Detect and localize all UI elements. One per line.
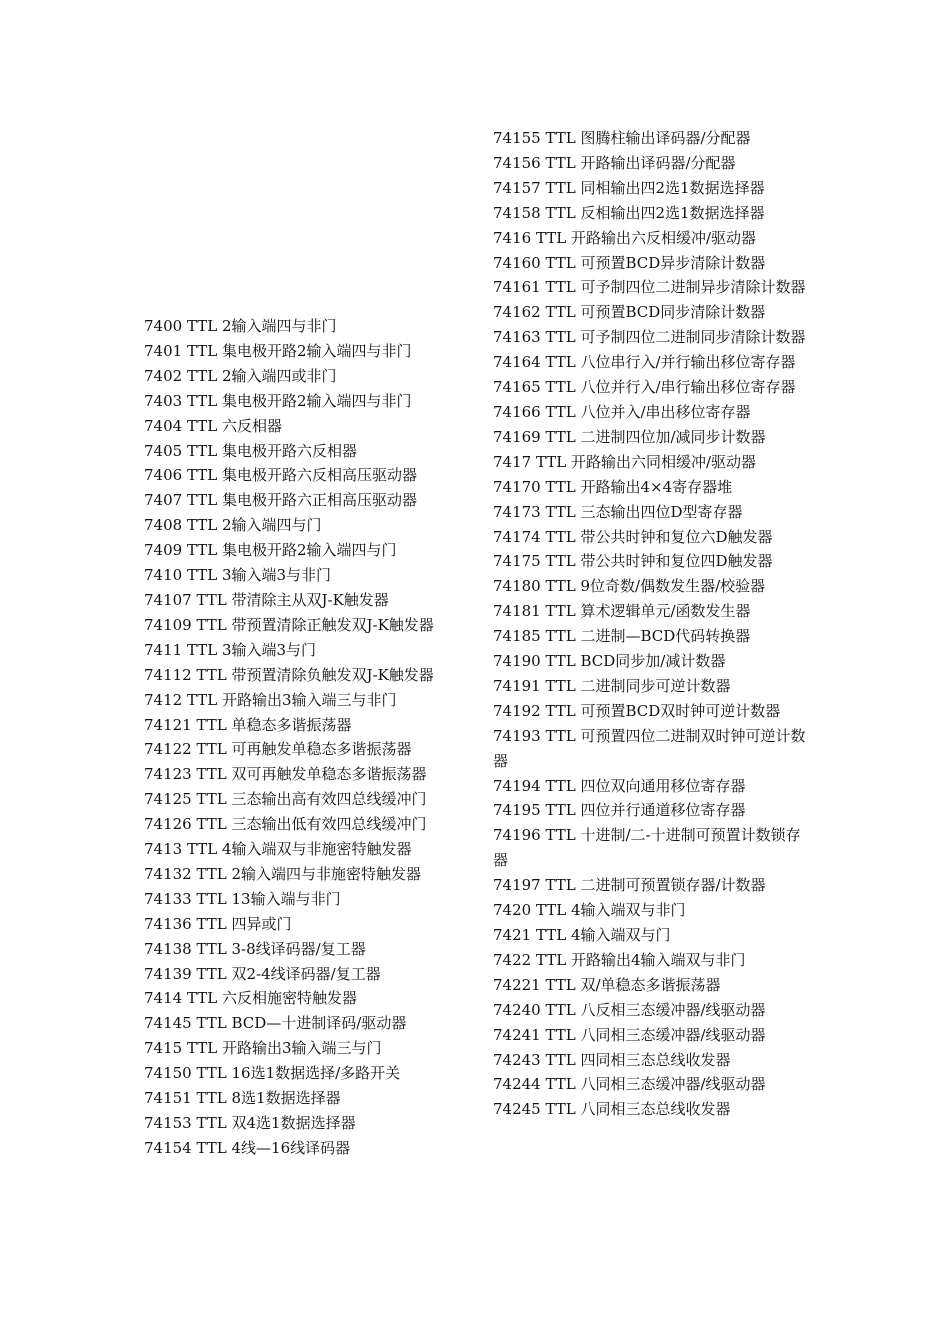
list-item: 74158 TTL 反相输出四2选1数据选择器 bbox=[493, 203, 765, 222]
list-item: 7420 TTL 4输入端双与非门 bbox=[493, 901, 686, 920]
list-item: 74126 TTL 三态输出低有效四总线缓冲门 bbox=[144, 815, 427, 834]
list-item: 7409 TTL 集电极开路2输入端四与门 bbox=[144, 541, 397, 560]
list-item: 74173 TTL 三态输出四位D型寄存器 bbox=[493, 502, 743, 521]
list-item: 7408 TTL 2输入端四与门 bbox=[144, 516, 322, 535]
list-item: 74245 TTL 八同相三态总线收发器 bbox=[493, 1100, 731, 1119]
list-item: 74241 TTL 八同相三态缓冲器/线驱动器 bbox=[493, 1025, 766, 1044]
list-item: 74153 TTL 双4选1数据选择器 bbox=[144, 1114, 356, 1132]
list-item: 74145 TTL BCD—十进制译码/驱动器 bbox=[144, 1014, 407, 1033]
list-item: 74244 TTL 八同相三态缓冲器/线驱动器 bbox=[493, 1075, 766, 1094]
list-item: 74190 TTL BCD同步加/减计数器 bbox=[493, 652, 726, 671]
list-item: 74194 TTL 四位双向通用移位寄存器 bbox=[493, 776, 746, 795]
list-item: 7415 TTL 开路输出3输入端三与门 bbox=[144, 1039, 382, 1058]
list-item: 74107 TTL 带清除主从双J-K触发器 bbox=[144, 590, 389, 609]
list-item: 74163 TTL 可予制四位二进制同步清除计数器 bbox=[493, 328, 806, 347]
list-item: 7400 TTL 2输入端四与非门 bbox=[144, 317, 337, 335]
list-item: 74240 TTL 八反相三态缓冲器/线驱动器 bbox=[493, 1000, 766, 1019]
list-item: 74154 TTL 4线—16线译码器 bbox=[144, 1138, 351, 1157]
list-item: 7413 TTL 4输入端双与非施密特触发器 bbox=[144, 840, 412, 859]
list-item: 7410 TTL 3输入端3与非门 bbox=[144, 566, 332, 585]
right-column-list bbox=[493, 126, 808, 1122]
list-item: 7411 TTL 3输入端3与门 bbox=[144, 640, 317, 659]
list-item: 74221 TTL 双/单稳态多谐振荡器 bbox=[493, 975, 721, 994]
list-item: 74139 TTL 双2-4线译码器/复工器 bbox=[144, 964, 381, 983]
list-item: 7414 TTL 六反相施密特触发器 bbox=[144, 989, 357, 1008]
list-item: 74161 TTL 可予制四位二进制异步清除计数器 bbox=[493, 278, 806, 297]
list-item: 74185 TTL 二进制—BCD代码转换器 bbox=[493, 627, 751, 646]
list-item: 74160 TTL 可预置BCD异步清除计数器 bbox=[493, 253, 766, 272]
list-item: 7403 TTL 集电极开路2输入端四与非门 bbox=[144, 391, 412, 410]
list-item: 74169 TTL 二进制四位加/减同步计数器 bbox=[493, 427, 766, 446]
list-item: 74164 TTL 八位串行入/并行输出移位寄存器 bbox=[493, 353, 796, 372]
list-item: 74195 TTL 四位并行通道移位寄存器 bbox=[493, 801, 746, 820]
list-item: 74136 TTL 四异或门 bbox=[144, 914, 292, 933]
left-column-list bbox=[144, 314, 454, 1161]
list-item: 74175 TTL 带公共时钟和复位四D触发器 bbox=[493, 552, 773, 571]
list-item: 74192 TTL 可预置BCD双时钟可逆计数器 bbox=[493, 701, 781, 720]
list-item: 74196 TTL 十进制/二-十进制可预置计数锁存器 bbox=[493, 826, 801, 870]
list-item: 74170 TTL 开路输出4×4寄存器堆 bbox=[493, 477, 733, 496]
list-item: 74125 TTL 三态输出高有效四总线缓冲门 bbox=[144, 790, 427, 809]
list-item: 7406 TTL 集电极开路六反相高压驱动器 bbox=[144, 466, 417, 485]
list-item: 74132 TTL 2输入端四与非施密特触发器 bbox=[144, 864, 422, 883]
list-item: 7412 TTL 开路输出3输入端三与非门 bbox=[144, 690, 397, 709]
list-item: 74165 TTL 八位并行入/串行输出移位寄存器 bbox=[493, 378, 796, 397]
list-item: 74156 TTL 开路输出译码器/分配器 bbox=[493, 153, 736, 172]
list-item: 7401 TTL 集电极开路2输入端四与非门 bbox=[144, 341, 412, 360]
list-item: 74122 TTL 可再触发单稳态多谐振荡器 bbox=[144, 740, 412, 759]
list-item: 74197 TTL 二进制可预置锁存器/计数器 bbox=[493, 876, 766, 895]
list-item: 74133 TTL 13输入端与非门 bbox=[144, 889, 341, 908]
list-item: 7405 TTL 集电极开路六反相器 bbox=[144, 441, 357, 460]
list-item: 74123 TTL 双可再触发单稳态多谐振荡器 bbox=[144, 765, 427, 784]
list-item: 74121 TTL 单稳态多谐振荡器 bbox=[144, 715, 352, 734]
list-item: 74166 TTL 八位并入/串出移位寄存器 bbox=[493, 402, 751, 421]
list-item: 7407 TTL 集电极开路六正相高压驱动器 bbox=[144, 491, 417, 510]
list-item: 7421 TTL 4输入端双与门 bbox=[493, 926, 671, 944]
list-item: 74181 TTL 算术逻辑单元/函数发生器 bbox=[493, 602, 751, 621]
list-item: 7422 TTL 开路输出4输入端双与非门 bbox=[493, 950, 746, 969]
list-item: 74155 TTL 图腾柱输出译码器/分配器 bbox=[493, 129, 751, 147]
list-item: 7417 TTL 开路输出六同相缓冲/驱动器 bbox=[493, 452, 757, 471]
list-item: 74243 TTL 四同相三态总线收发器 bbox=[493, 1050, 731, 1069]
list-item: 7416 TTL 开路输出六反相缓冲/驱动器 bbox=[493, 228, 757, 247]
list-item: 7404 TTL 六反相器 bbox=[144, 416, 282, 435]
list-item: 74157 TTL 同相输出四2选1数据选择器 bbox=[493, 178, 765, 197]
list-item: 74180 TTL 9位奇数/偶数发生器/校验器 bbox=[493, 577, 766, 596]
list-item: 74174 TTL 带公共时钟和复位六D触发器 bbox=[493, 527, 773, 546]
list-item: 74138 TTL 3-8线译码器/复工器 bbox=[144, 939, 366, 958]
list-item: 7402 TTL 2输入端四或非门 bbox=[144, 366, 337, 385]
list-item: 74151 TTL 8选1数据选择器 bbox=[144, 1089, 341, 1108]
list-item: 74150 TTL 16选1数据选择/多路开关 bbox=[144, 1064, 401, 1083]
list-item: 74162 TTL 可预置BCD同步清除计数器 bbox=[493, 303, 766, 322]
list-item: 74112 TTL 带预置清除负触发双J-K触发器 bbox=[144, 665, 434, 684]
list-item: 74193 TTL 可预置四位二进制双时钟可逆计数器 bbox=[493, 726, 806, 770]
list-item: 74109 TTL 带预置清除正触发双J-K触发器 bbox=[144, 615, 434, 634]
list-item: 74191 TTL 二进制同步可逆计数器 bbox=[493, 676, 731, 695]
